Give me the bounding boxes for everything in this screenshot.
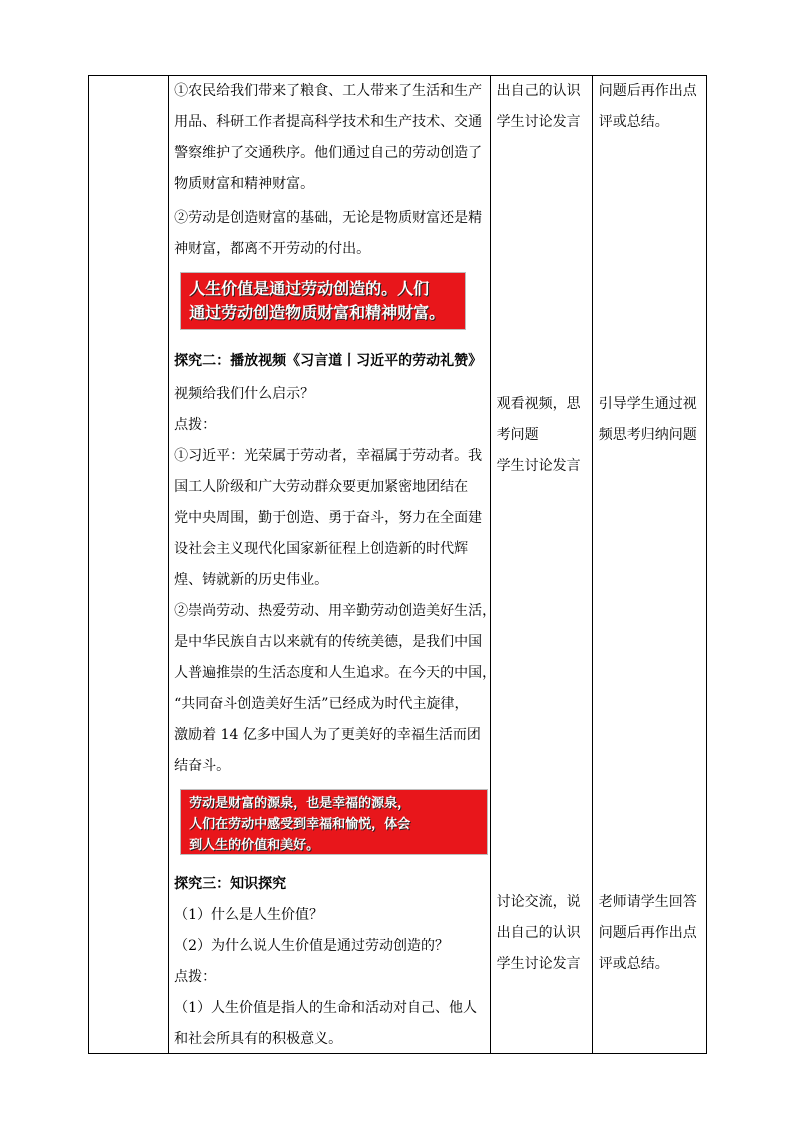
student-activity-line: 出自己的认识 [496,83,581,99]
student-activity-cell [490,76,592,1054]
design-intent-line: 问题后再作出点 [598,83,697,99]
table-row [89,76,707,1054]
banner-line: 人们在劳动中感受到幸福和愉悦，体会 [189,817,411,832]
empty-stage-cell [89,76,169,1054]
banner-line: 到人生的价值和美好。 [189,838,320,853]
para1-line: 警察维护了交通秩序。他们通过自己的劳动创造了 [174,145,483,161]
hint-label: 点拨： [174,969,217,985]
student-activity-line: 学生讨论发言 [496,956,581,972]
design-intent-line: 引导学生通过视 [598,396,697,412]
para1-line: ①农民给我们带来了粮食、工人带来了生活和生产 [174,83,483,99]
para1-line: 物质财富和精神财富。 [174,176,315,192]
design-intent-line: 问题后再作出点 [598,925,697,941]
para4-line: 激励着 14 亿多中国人为了更美好的幸福生活而团 [174,727,481,743]
para3-line: ①习近平：光荣属于劳动者，幸福属于劳动者。我 [174,448,483,464]
design-intent-line: 老师请学生回答 [598,894,697,910]
para3-line: 国工人阶级和广大劳动群众要更加紧密地团结在 [174,479,469,495]
design-intent-line: 评或总结。 [598,114,669,130]
para2-line: ②劳动是创造财富的基础，无论是物质财富还是精 [174,210,483,226]
student-activity-line: 学生讨论发言 [496,114,581,130]
student-activity-line: 讨论交流，说 [496,894,581,910]
design-intent-line: 频思考归纳问题 [598,427,697,443]
question-2: （2）为什么说人生价值是通过劳动创造的？ [174,938,450,954]
explore2-question: 视频给我们什么启示？ [174,386,315,402]
para3-line: 党中央周围，勤于创造、勇于奋斗，努力在全面建 [174,510,483,526]
answer-line: （1）人生价值是指人的生命和活动对自己、他人 [174,1000,478,1016]
para4-line: 是中华民族自古以来就有的传统美德，是我们中国 [174,634,483,650]
banner-line: 劳动是财富的源泉，也是幸福的源泉， [189,796,411,811]
explore2-title: 探究二：播放视频《习言道丨习近平的劳动礼赞》 [174,353,483,369]
teaching-content-cell [169,76,497,1054]
student-activity-line: 考问题 [496,427,539,443]
para4-line: 人普遍推崇的生活态度和人生追求。在今天的中国， [174,665,497,681]
para1-line: 用品、科研工作者提高科学技术和生产技术、交通 [174,114,483,130]
banner-line: 人生价值是通过劳动创造的。人们 [189,279,430,298]
para4-line: 结奋斗。 [174,758,231,774]
para2-line: 神财富，都离不开劳动的付出。 [174,241,371,257]
answer-line: 和社会所具有的积极意义。 [174,1031,343,1047]
highlight-banner [180,272,466,330]
student-activity-line: 学生讨论发言 [496,458,581,474]
highlight-banner [180,789,488,855]
question-1: （1）什么是人生价值？ [174,907,324,923]
student-activity-line: 观看视频，思 [496,396,581,412]
para4-line: ②崇尚劳动、热爱劳动、用辛勤劳动创造美好生活， [174,603,497,619]
explore3-title: 探究三：知识探究 [174,876,287,892]
para4-line: “共同奋斗创造美好生活”已经成为时代主旋律， [174,696,469,712]
student-activity-line: 出自己的认识 [496,925,581,941]
banner-line: 通过劳动创造物质财富和精神财富。 [189,303,446,322]
design-intent-cell [592,76,706,1054]
lesson-plan-table [88,75,707,1054]
para3-line: 设社会主义现代化国家新征程上创造新的时代辉 [174,541,469,557]
para3-line: 煌、铸就新的历史伟业。 [174,572,329,588]
hint-label: 点拨： [174,417,217,433]
design-intent-line: 评或总结。 [598,956,669,972]
